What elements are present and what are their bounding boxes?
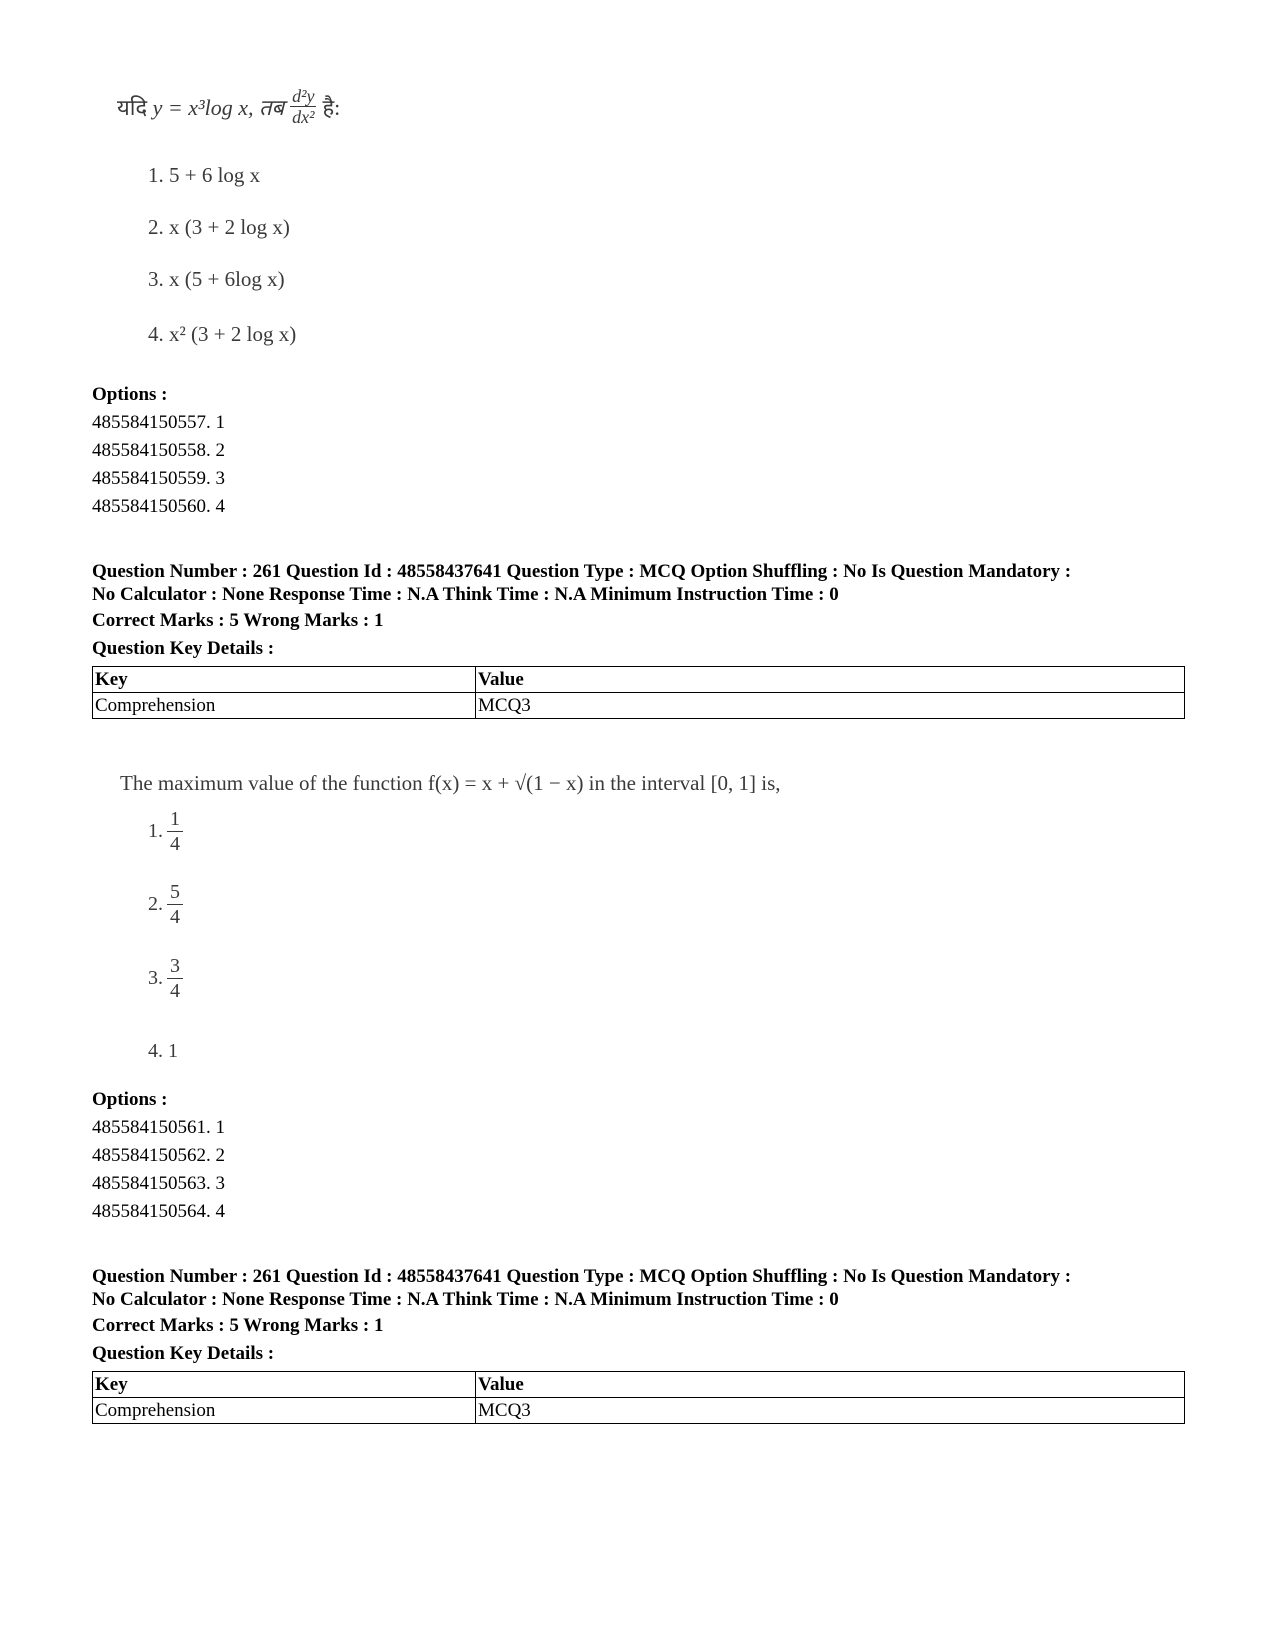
q1-prompt-expr: y = x³log x, तब — [152, 94, 285, 120]
q2-choice-3-den: 4 — [170, 980, 180, 1002]
q2-choice-1-den: 4 — [170, 833, 180, 855]
table-header-key: Key — [93, 667, 476, 693]
marks-line-1: Correct Marks : 5 Wrong Marks : 1 — [92, 610, 384, 631]
table-cell-key: Comprehension — [93, 1398, 476, 1424]
option-id-6: 485584150562. 2 — [92, 1145, 225, 1166]
q1-choice-1: 1. 5 + 6 log x — [148, 163, 261, 187]
table-header-row — [93, 1372, 1185, 1398]
q2-choice-3-fraction — [167, 954, 183, 1003]
question-1-prompt — [117, 86, 340, 127]
q2-choice-1-label: 1. — [148, 820, 163, 842]
key-details-heading-2: Question Key Details : — [92, 1343, 275, 1364]
key-table-2 — [92, 1371, 1185, 1424]
q1-frac-den: dx² — [292, 107, 315, 127]
option-id-7: 485584150563. 3 — [92, 1173, 225, 1194]
table-cell-value: MCQ3 — [476, 693, 1185, 719]
option-id-5: 485584150561. 1 — [92, 1117, 225, 1138]
table-cell-key: Comprehension — [93, 693, 476, 719]
option-id-3: 485584150559. 3 — [92, 468, 225, 489]
q1-choice-3: 3. x (5 + 6log x) — [148, 267, 285, 291]
key-table-1 — [92, 666, 1185, 719]
option-id-2: 485584150558. 2 — [92, 440, 225, 461]
meta-line-1: Question Number : 261 Question Id : 48558437641 Question Type : MCQ Option Shuffling : No Is Question Mandatory : — [92, 561, 1072, 582]
q2-choice-4: 4. 1 — [148, 1040, 178, 1062]
table-header-key: Key — [93, 1372, 476, 1398]
q2-choice-2 — [148, 880, 183, 929]
q2-choice-1-fraction — [167, 807, 183, 856]
q2-choice-2-den: 4 — [170, 906, 180, 928]
marks-line-2: Correct Marks : 5 Wrong Marks : 1 — [92, 1315, 384, 1336]
table-header-value: Value — [476, 667, 1185, 693]
q2-choice-3 — [148, 954, 183, 1003]
table-header-row — [93, 667, 1185, 693]
table-row — [93, 1398, 1185, 1424]
question-2-prompt: The maximum value of the function f(x) = x + √(1 − x) in the interval [0, 1] is, — [120, 771, 781, 795]
q2-choice-1 — [148, 807, 183, 856]
q1-prompt-suffix: है: — [322, 94, 341, 120]
options-heading-2: Options : — [92, 1089, 168, 1110]
table-cell-value: MCQ3 — [476, 1398, 1185, 1424]
q1-frac-num: d²y — [292, 86, 315, 106]
q1-derivative-fraction — [290, 86, 316, 127]
q1-prompt-prefix: यदि — [117, 94, 148, 120]
q2-choice-2-num: 5 — [167, 880, 183, 905]
q1-choice-4: 4. x² (3 + 2 log x) — [148, 322, 297, 346]
key-details-heading-1: Question Key Details : — [92, 638, 275, 659]
table-header-value: Value — [476, 1372, 1185, 1398]
option-id-4: 485584150560. 4 — [92, 496, 225, 517]
meta-line-2: No Calculator : None Response Time : N.A Think Time : N.A Minimum Instruction Time : 0 — [92, 1289, 839, 1310]
option-id-1: 485584150557. 1 — [92, 412, 225, 433]
q2-choice-2-fraction — [167, 880, 183, 929]
meta-line-1: Question Number : 261 Question Id : 48558437641 Question Type : MCQ Option Shuffling : No Is Question Mandatory : — [92, 1266, 1072, 1287]
q1-choice-2: 2. x (3 + 2 log x) — [148, 215, 290, 239]
option-id-8: 485584150564. 4 — [92, 1201, 225, 1222]
question-meta-1 — [92, 560, 1192, 606]
q2-choice-1-num: 1 — [167, 807, 183, 832]
q2-choice-3-num: 3 — [167, 954, 183, 979]
options-heading-1: Options : — [92, 384, 168, 405]
meta-line-2: No Calculator : None Response Time : N.A Think Time : N.A Minimum Instruction Time : 0 — [92, 584, 839, 605]
q2-choice-2-label: 2. — [148, 893, 163, 915]
q2-choice-3-label: 3. — [148, 967, 163, 989]
question-meta-2 — [92, 1265, 1192, 1311]
table-row — [93, 693, 1185, 719]
